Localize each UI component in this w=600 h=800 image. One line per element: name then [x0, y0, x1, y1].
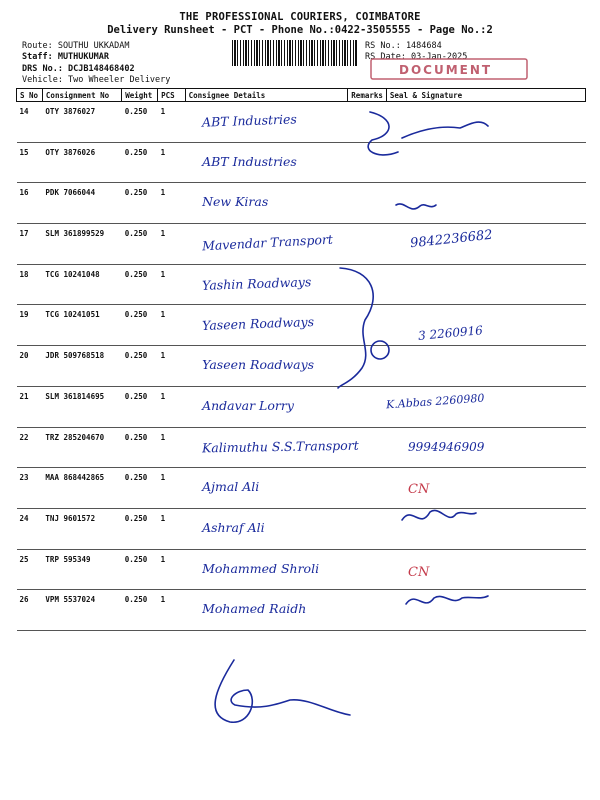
- table-row: [17, 102, 586, 143]
- cell-pcs: 1: [158, 386, 185, 427]
- cell-consignee: [185, 549, 348, 590]
- cell-pcs: 1: [158, 346, 185, 387]
- cell-sno: 19: [17, 305, 43, 346]
- cell-pcs: 1: [158, 508, 185, 549]
- consignee-handwriting: New Kiras: [202, 194, 269, 210]
- runsheet-subtitle: Delivery Runsheet - PCT - Phone No.:0422-3505555 - Page No.:2: [107, 24, 493, 36]
- cell-pcs: 1: [158, 590, 185, 631]
- table-row: [17, 427, 586, 468]
- cell-weight: 0.250: [122, 305, 158, 346]
- cell-pcs: 1: [158, 305, 185, 346]
- cell-consignment: TRP 595349: [42, 549, 121, 590]
- cell-weight: 0.250: [122, 183, 158, 224]
- cell-weight: 0.250: [122, 590, 158, 631]
- table-row: [17, 305, 586, 346]
- cell-consignment: PDK 7066044: [42, 183, 121, 224]
- cell-sno: 26: [17, 590, 43, 631]
- cell-consignee: [185, 305, 348, 346]
- cell-pcs: 1: [158, 224, 185, 265]
- consignee-handwriting: Yaseen Roadways: [201, 314, 315, 334]
- cell-pcs: 1: [158, 427, 185, 468]
- cell-consignment: TNJ 9601572: [42, 508, 121, 549]
- cell-sno: 14: [17, 102, 43, 143]
- cell-sno: 17: [17, 224, 43, 265]
- vehicle-label: Vehicle: Two Wheeler Delivery: [22, 75, 171, 85]
- consignee-handwriting: Yaseen Roadways: [202, 357, 315, 373]
- table-row: [17, 508, 586, 549]
- cell-consignment: SLM 361814695: [42, 386, 121, 427]
- cell-weight: 0.250: [122, 427, 158, 468]
- cell-weight: 0.250: [122, 386, 158, 427]
- consignee-handwriting: Kalimuthu S.S.Transport: [201, 437, 359, 455]
- cell-remarks: [348, 549, 387, 590]
- cell-sno: 21: [17, 386, 43, 427]
- table-row: [17, 142, 586, 183]
- table-row: [17, 386, 586, 427]
- cell-weight: 0.250: [122, 346, 158, 387]
- cell-seal: [386, 590, 585, 631]
- cell-weight: 0.250: [122, 264, 158, 305]
- cell-consignment: OTY 3876026: [42, 142, 121, 183]
- document-stamp: [369, 56, 529, 82]
- cell-remarks: [348, 508, 387, 549]
- cell-seal: [386, 183, 585, 224]
- barcode: [232, 40, 358, 66]
- cell-pcs: 1: [158, 183, 185, 224]
- phone-handwriting-22: 9994946909: [408, 440, 485, 454]
- table-row: [17, 264, 586, 305]
- cell-consignee: [185, 142, 348, 183]
- consignee-handwriting: Andavar Lorry: [202, 397, 294, 413]
- cell-consignee: [185, 264, 348, 305]
- cell-weight: 0.250: [122, 468, 158, 509]
- cell-consignee: [185, 224, 348, 265]
- cell-remarks: [348, 224, 387, 265]
- stamp-text: DOCUMENT: [399, 63, 493, 77]
- table-row: [17, 224, 586, 265]
- cell-seal: [386, 305, 585, 346]
- cell-consignee: [185, 183, 348, 224]
- cn-mark-25: CN: [408, 565, 430, 580]
- consignee-handwriting: Mohamed Raidh: [202, 601, 307, 617]
- rs-number: RS No.: 1484684: [365, 41, 442, 51]
- cell-consignment: SLM 361899529: [42, 224, 121, 265]
- cell-sno: 18: [17, 264, 43, 305]
- cell-consignment: OTY 3876027: [42, 102, 121, 143]
- cell-sno: 20: [17, 346, 43, 387]
- cell-remarks: [348, 468, 387, 509]
- cell-remarks: [348, 305, 387, 346]
- cell-pcs: 1: [158, 102, 185, 143]
- cell-remarks: [348, 142, 387, 183]
- cell-pcs: 1: [158, 264, 185, 305]
- cell-remarks: [348, 346, 387, 387]
- cell-remarks: [348, 386, 387, 427]
- cell-consignment: TRZ 285204670: [42, 427, 121, 468]
- consignee-handwriting: ABT Industries: [202, 153, 297, 169]
- consignee-handwriting: Yashin Roadways: [201, 273, 312, 293]
- table-row: [17, 549, 586, 590]
- signature-21: K.Abbas 2260980: [385, 391, 485, 412]
- cell-weight: 0.250: [122, 142, 158, 183]
- cell-consignment: JDR 509768518: [42, 346, 121, 387]
- cell-consignee: [185, 468, 348, 509]
- staff-label: Staff: MUTHUKUMAR: [22, 52, 109, 62]
- cell-remarks: [348, 183, 387, 224]
- cell-consignee: [185, 427, 359, 468]
- cell-sno: 25: [17, 549, 43, 590]
- table-header-row: [17, 89, 586, 102]
- cn-mark-23: CN: [408, 482, 430, 497]
- cell-sno: 22: [17, 427, 43, 468]
- cell-consignment: TCG 10241048: [42, 264, 121, 305]
- cell-pcs: 1: [158, 468, 185, 509]
- cell-consignment: MAA 868442865: [42, 468, 121, 509]
- cell-remarks: [348, 264, 387, 305]
- cell-remarks: [348, 590, 387, 631]
- cell-weight: 0.250: [122, 508, 158, 549]
- cell-weight: 0.250: [122, 102, 158, 143]
- consignee-handwriting: ABT Industries: [201, 111, 298, 130]
- cell-sno: 24: [17, 508, 43, 549]
- col-header-weight: Weight: [122, 89, 158, 102]
- runsheet-table: [16, 88, 586, 631]
- cell-sno: 15: [17, 142, 43, 183]
- consignee-handwriting: Mavendar Transport: [201, 231, 334, 254]
- cell-weight: 0.250: [122, 549, 158, 590]
- cell-seal: [386, 508, 585, 549]
- cell-consignee: [185, 508, 348, 549]
- cell-consignee: [185, 346, 348, 387]
- col-header-consignment: Consignment No: [42, 89, 121, 102]
- cell-consignee: [185, 386, 348, 427]
- cell-consignment: VPM 5537024: [42, 590, 121, 631]
- table-row: [17, 590, 586, 631]
- col-header-pcs: PCS: [158, 89, 185, 102]
- phone-handwriting-17: 9842236682: [409, 227, 494, 252]
- table-row: [17, 183, 586, 224]
- rs-date: RS Date: 03-Jan-2025: [365, 52, 468, 62]
- phone-handwriting-20: 3 2260916: [417, 323, 484, 343]
- consignee-handwriting: Mohammed Shroli: [202, 560, 320, 576]
- cell-weight: 0.250: [122, 224, 158, 265]
- cell-pcs: 1: [158, 142, 185, 183]
- col-header-sno: S No: [17, 89, 43, 102]
- consignee-handwriting: Ashraf Ali: [202, 519, 265, 535]
- col-header-consignee: Consignee Details: [185, 89, 348, 102]
- cell-sno: 23: [17, 468, 43, 509]
- handwritten-signature-left: [215, 660, 350, 722]
- table-row: [17, 468, 586, 509]
- cell-sno: 16: [17, 183, 43, 224]
- cell-remarks: [348, 102, 387, 143]
- route-label: Route: SOUTHU UKKADAM: [22, 41, 130, 51]
- col-header-remarks: Remarks: [348, 89, 387, 102]
- cell-consignment: TCG 10241051: [42, 305, 121, 346]
- cell-consignee: [185, 102, 348, 143]
- cell-seal: [386, 264, 585, 305]
- cell-consignee: [185, 590, 348, 631]
- cell-pcs: 1: [158, 549, 185, 590]
- drs-number: DRS No.: DCJB148468402: [22, 64, 135, 74]
- cell-seal: [386, 346, 585, 387]
- consignee-handwriting: Ajmal Ali: [202, 479, 260, 495]
- table-row: [17, 346, 586, 387]
- cell-seal: [386, 102, 585, 143]
- cell-seal: [386, 142, 585, 183]
- company-title: THE PROFESSIONAL COURIERS, COIMBATORE: [179, 11, 421, 23]
- col-header-seal: Seal & Signature: [386, 89, 585, 102]
